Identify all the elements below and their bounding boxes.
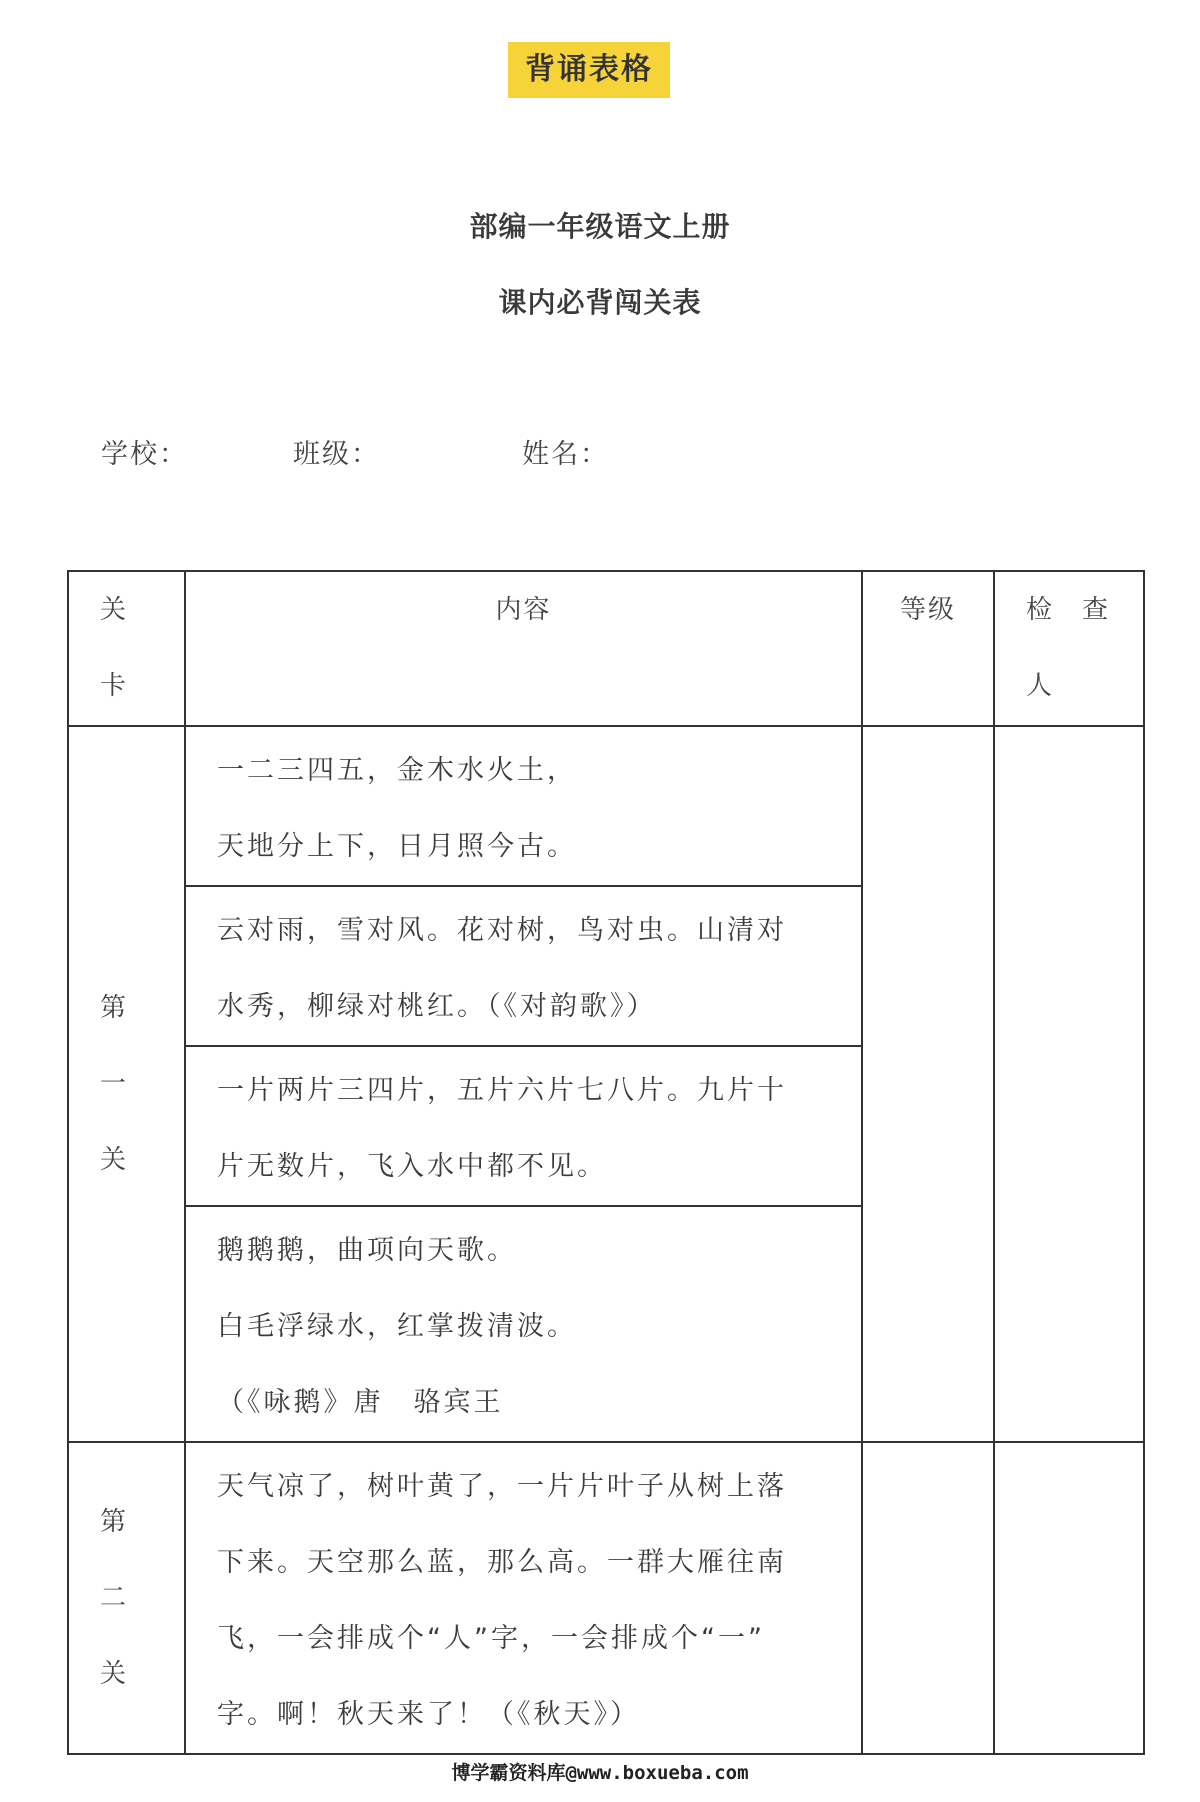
stage-2-label	[68, 1442, 185, 1754]
content-line: 下来。天空那么蓝，那么高。一群大雁往南	[217, 1547, 787, 1578]
content-cell	[185, 1442, 862, 1754]
content-line: 水秀，柳绿对桃红。（《对韵歌》）	[217, 991, 657, 1022]
table-row	[68, 1442, 1144, 1754]
content-line: 天地分上下，日月照今古。	[217, 831, 577, 862]
header-checker-line: 检 查	[1026, 595, 1111, 625]
header-content: 内容	[185, 571, 862, 726]
stage-label-char: 二	[100, 1583, 127, 1613]
page-title: 部编一年级语文上册	[469, 210, 731, 243]
school-label: 学校：	[101, 439, 188, 470]
content-line: 鹅鹅鹅，曲项向天歌。	[217, 1235, 517, 1266]
page-subtitle: 课内必背闯关表	[498, 286, 702, 319]
content-line: 一片两片三四片，五片六片七八片。九片十	[217, 1075, 787, 1106]
content-line: 白毛浮绿水，红掌拨清波。	[217, 1311, 577, 1342]
grade-cell[interactable]	[862, 1442, 994, 1754]
content-cell	[185, 1206, 862, 1442]
footer-watermark: 博学霸资料库@www.boxueba.com	[451, 1762, 749, 1784]
header-checker-line: 人	[1026, 671, 1055, 701]
header-stage-line: 关	[100, 595, 129, 625]
content-line: 字。啊！秋天来了！（《秋天》）	[217, 1699, 640, 1730]
stage-label-char: 关	[100, 1659, 127, 1689]
name-label: 姓名：	[522, 439, 609, 470]
content-line: 天气凉了，树叶黄了，一片片叶子从树上落	[217, 1471, 787, 1502]
grade-cell[interactable]	[862, 726, 994, 1442]
stage-label-char: 第	[100, 1507, 127, 1537]
recitation-table	[67, 570, 1145, 1755]
class-label: 班级：	[293, 439, 380, 470]
stage-label-char: 第	[100, 993, 127, 1023]
header-grade: 等级	[862, 571, 994, 726]
stage-label-char: 一	[100, 1069, 127, 1099]
content-cell	[185, 726, 862, 886]
content-line: （《咏鹅》唐 骆宾王	[217, 1387, 504, 1418]
stage-label-char: 关	[100, 1145, 127, 1175]
content-cell	[185, 886, 862, 1046]
content-line: 片无数片，飞入水中都不见。	[217, 1151, 607, 1182]
table-header-row	[68, 571, 1144, 726]
page-badge: 背诵表格	[508, 42, 670, 98]
header-checker	[994, 571, 1144, 726]
content-line: 云对雨，雪对风。花对树，鸟对虫。山清对	[217, 915, 787, 946]
table-row	[68, 726, 1144, 886]
content-line: 飞，一会排成个“人”字，一会排成个“一”	[217, 1623, 765, 1654]
content-cell	[185, 1046, 862, 1206]
header-stage-line: 卡	[100, 671, 129, 701]
header-stage	[68, 571, 185, 726]
checker-cell[interactable]	[994, 726, 1144, 1442]
stage-1-label	[68, 726, 185, 1442]
checker-cell[interactable]	[994, 1442, 1144, 1754]
content-line: 一二三四五，金木水火土，	[217, 755, 577, 786]
